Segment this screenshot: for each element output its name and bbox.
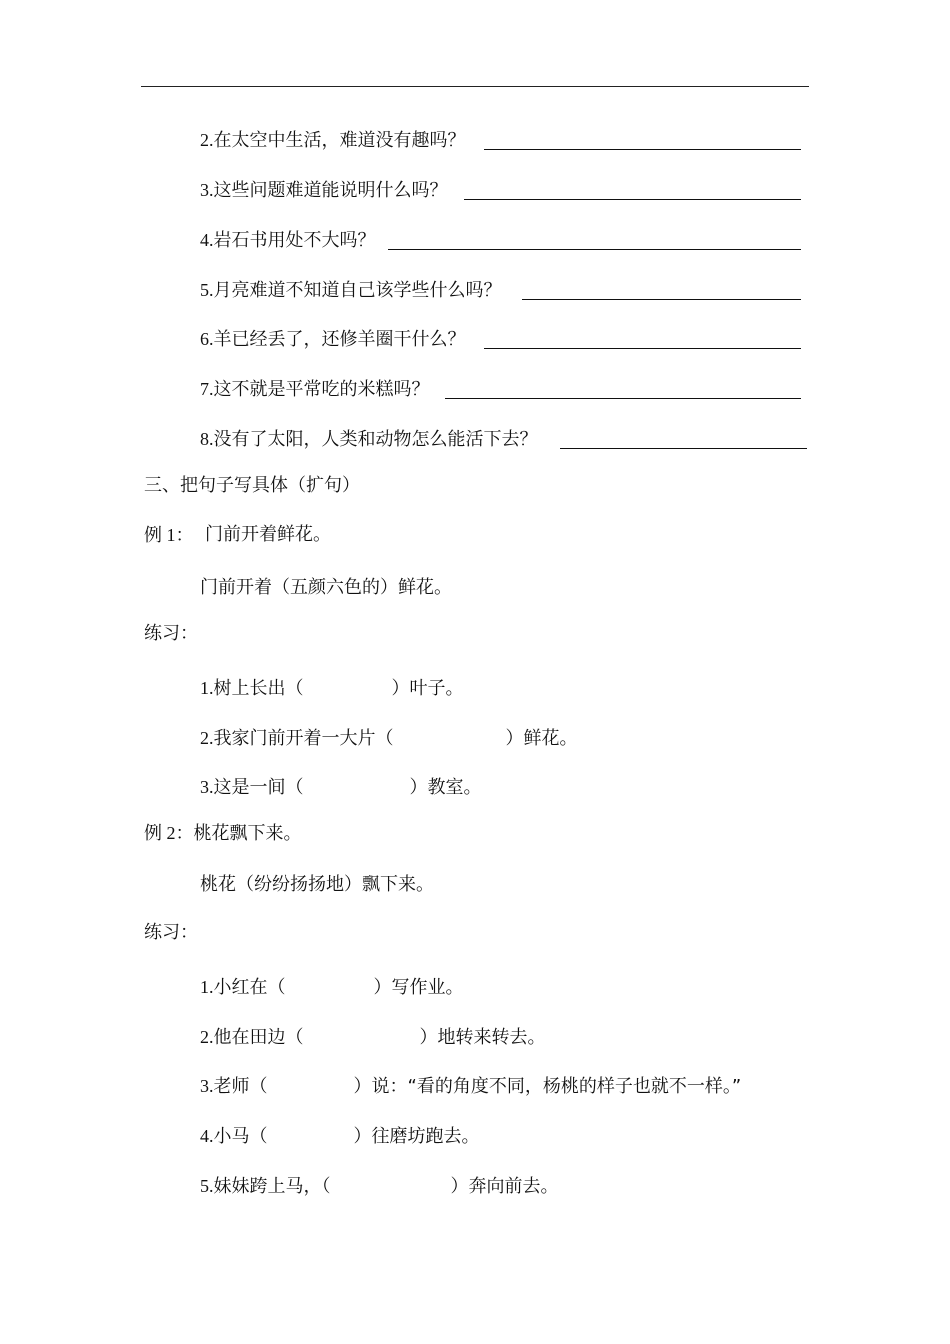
rewrite-item-2 [200, 128, 466, 153]
item-text: 没有了太阳，人类和动物怎么能活下去？ [213, 429, 538, 450]
practice-2-item-4 [200, 1124, 480, 1149]
item-text: 这不就是平常吃的米糕吗？ [213, 379, 430, 400]
practice-1-item-3 [200, 775, 482, 800]
answer-line-3[interactable] [464, 199, 801, 200]
rewrite-item-5 [200, 278, 502, 303]
practice-2-item-5 [200, 1174, 559, 1199]
item-text: 羊已经丢了，还修羊圈干什么？ [213, 329, 466, 350]
answer-line-5[interactable] [522, 299, 801, 300]
item-number: 5. [200, 1176, 214, 1196]
section-three-title: 三、把句子写具体（扩句） [144, 475, 360, 496]
example-1-label [144, 523, 194, 548]
example-1-expanded: 门前开着（五颜六色的）鲜花。 [200, 577, 452, 598]
item-number: 3. [200, 777, 214, 797]
item-text-after: ）叶子。 [391, 678, 464, 699]
item-text-before: 树上长出（ [213, 678, 304, 699]
practice-1-item-2 [200, 726, 578, 751]
item-text-after: ）往磨坊跑去。 [353, 1126, 480, 1147]
answer-line-2[interactable] [484, 149, 801, 150]
example-2 [144, 821, 302, 846]
answer-line-4[interactable] [388, 249, 801, 250]
practice-label-1: 练习： [144, 623, 198, 644]
example-2-expanded: 桃花（纷纷扬扬地）飘下来。 [200, 874, 434, 895]
item-text-after: ）写作业。 [373, 977, 464, 998]
item-number: 2. [200, 1027, 214, 1047]
item-number: 4. [200, 230, 214, 250]
item-number: 1. [200, 678, 214, 698]
item-number: 6. [200, 329, 214, 349]
header-rule [141, 86, 809, 87]
item-text: 这些问题难道能说明什么吗？ [213, 180, 448, 201]
example-1-sentence: 门前开着鲜花。 [205, 524, 331, 545]
item-number: 5. [200, 280, 214, 300]
example-label: 例 1： [144, 525, 194, 545]
item-text-before: 小红在（ [213, 977, 286, 998]
item-text: 在太空中生活，难道没有趣吗？ [213, 130, 466, 151]
item-text-before: 老师（ [213, 1076, 268, 1097]
item-number: 2. [200, 728, 214, 748]
item-text: 岩石书用处不大吗？ [213, 230, 376, 251]
item-text-after: ）奔向前去。 [450, 1176, 559, 1197]
rewrite-item-7 [200, 377, 430, 402]
rewrite-item-8 [200, 427, 538, 452]
practice-2-item-2 [200, 1025, 546, 1050]
item-number: 1. [200, 977, 214, 997]
example-sentence: 桃花飘下来。 [193, 823, 302, 844]
item-text-after: ）说：“看的角度不同，杨桃的样子也就不一样。” [353, 1076, 742, 1097]
item-text-before: 他在田边（ [213, 1027, 304, 1048]
practice-label-2: 练习： [144, 922, 198, 943]
item-text-after: ）地转来转去。 [419, 1027, 546, 1048]
practice-2-item-1 [200, 975, 464, 1000]
item-text-before: 这是一间（ [213, 777, 304, 798]
item-number: 4. [200, 1126, 214, 1146]
answer-line-8[interactable] [560, 448, 807, 449]
example-label: 例 2： [144, 823, 194, 843]
item-text: 月亮难道不知道自己该学些什么吗？ [213, 280, 502, 301]
item-text-after: ）鲜花。 [505, 728, 578, 749]
item-number: 8. [200, 429, 214, 449]
practice-1-item-1 [200, 676, 464, 701]
item-text-before: 我家门前开着一大片（ [213, 728, 394, 749]
answer-line-7[interactable] [445, 398, 801, 399]
item-number: 2. [200, 130, 214, 150]
rewrite-item-6 [200, 327, 466, 352]
item-number: 7. [200, 379, 214, 399]
rewrite-item-3 [200, 178, 448, 203]
practice-2-item-3 [200, 1074, 741, 1099]
item-text-before: 小马（ [213, 1126, 268, 1147]
item-number: 3. [200, 180, 214, 200]
item-text-before: 妹妹跨上马，（ [213, 1176, 331, 1197]
item-number: 3. [200, 1076, 214, 1096]
answer-line-6[interactable] [484, 348, 801, 349]
rewrite-item-4 [200, 228, 376, 253]
item-text-after: ）教室。 [409, 777, 482, 798]
